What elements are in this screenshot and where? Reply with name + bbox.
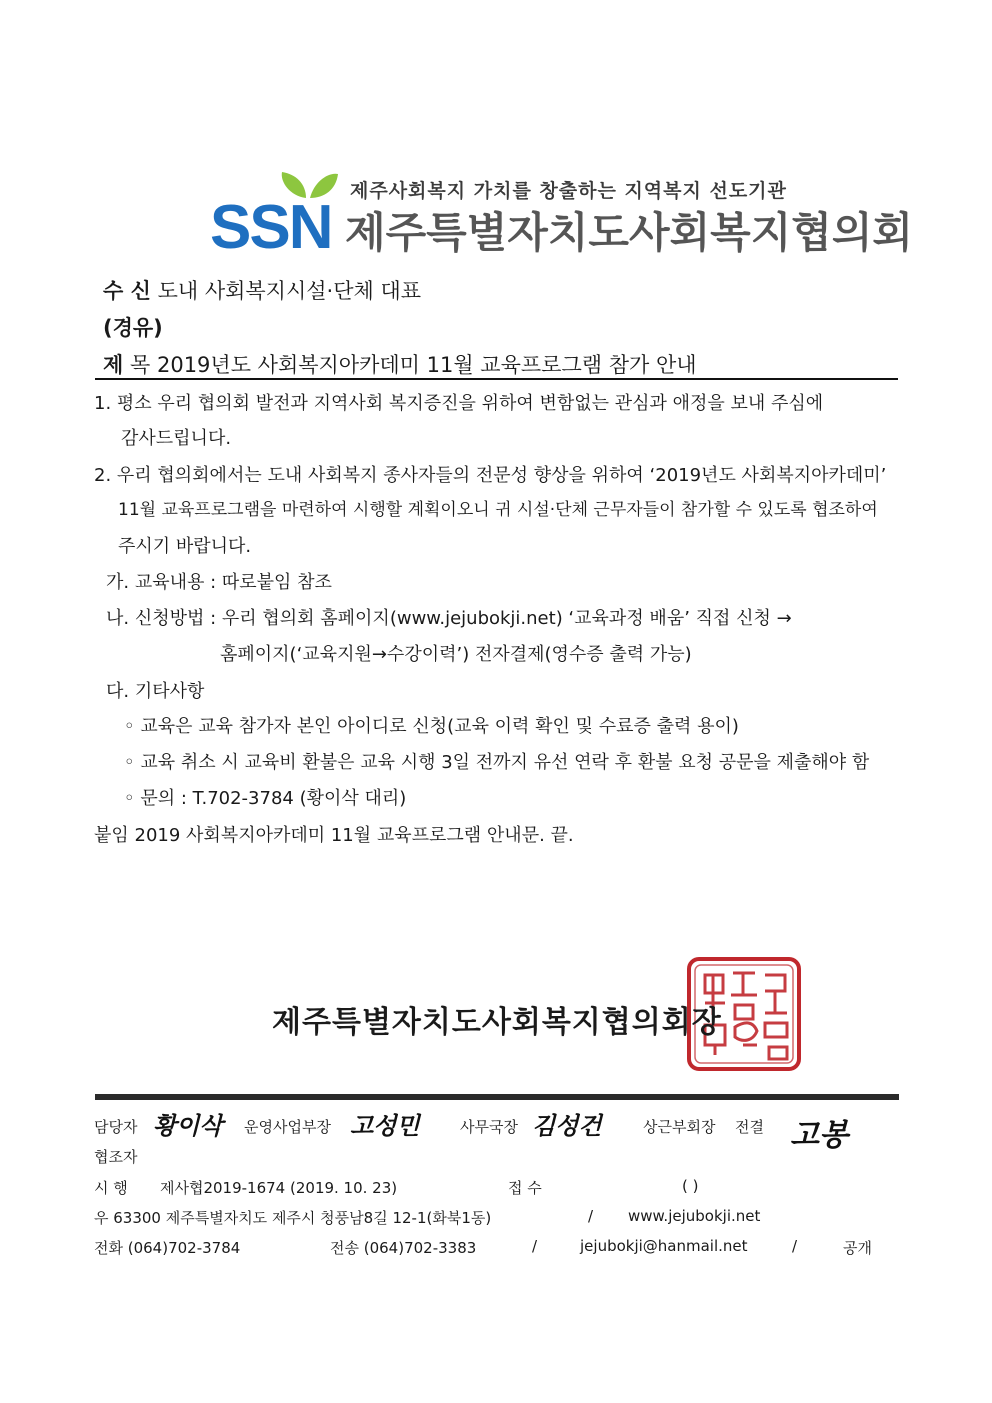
phone: 전화 (064)702-3784 [94,1239,241,1257]
vp-signature: 고봉 [790,1118,848,1153]
org-name-logo: 제주특별자치도사회복지협의회 [345,208,914,257]
receipt-label: 접 수 [508,1179,542,1197]
email: jejubokji@hanmail.net [580,1237,748,1255]
paragraph-2-line-3: 주시기 바랍니다. [118,536,252,557]
recipient-key: 수 신 [103,279,151,303]
disclosure-status: 공개 [843,1239,872,1257]
item-ga: 가. 교육내용 : 따로붙임 참조 [106,572,332,593]
fax: 전송 (064)702-3383 [330,1239,477,1257]
via-key: (경유) [103,316,163,340]
separator: / [532,1237,538,1255]
website: www.jejubokji.net [628,1207,761,1225]
footer-divider [95,1094,899,1100]
ssn-logo [210,168,340,262]
vp-label: 상근부회장 [643,1118,716,1136]
receipt-value: ( ) [682,1177,699,1195]
paragraph-2-line-1: 2. 우리 협의회에서는 도내 사회복지 종사자들의 전문성 향상을 위하여 ‘2019년도 사회복지아카데미’ [94,465,887,486]
staff-signature: 황이삭 [153,1111,223,1140]
subject-value: 2019년도 사회복지아카데미 11월 교육프로그램 참가 안내 [156,353,697,377]
logo-text: SSN [210,193,332,258]
secretary-signature: 김성건 [532,1111,602,1140]
attachment-line: 붙임 2019 사회복지아카데미 11월 교육프로그램 안내문. 끝. [94,825,574,846]
enforce-value: 제사협2019-1674 (2019. 10. 23) [160,1179,398,1197]
enforce-label: 시 행 [94,1179,128,1197]
separator: / [792,1237,798,1255]
staff-label: 담당자 [94,1118,138,1136]
subject-key-2: 목 [129,353,151,377]
bullet-3: ◦ 문의 : T.702-3784 (황이삭 대리) [124,788,407,809]
via-line [103,312,163,342]
subject-divider [95,378,898,380]
separator: / [588,1207,594,1225]
manager-signature: 고성민 [350,1111,420,1140]
item-da: 다. 기타사항 [106,681,205,702]
address: 우 63300 제주특별자치도 제주시 청풍남8길 12-1(화북1동) [94,1209,492,1227]
bullet-2: ◦ 교육 취소 시 교육비 환불은 교육 시행 3일 전까지 유선 연락 후 환불 요청 공문을 제출해야 함 [124,752,870,773]
issuer-name: 제주특별자치도사회복지협의회장 [272,1005,722,1040]
item-na-line-2: 홈페이지(‘교육지원→수강이력’) 전자결제(영수증 출력 가능) [220,644,692,665]
paragraph-1-line-2: 감사드립니다. [121,428,232,449]
subject-line [103,349,697,379]
subject-key-1: 제 [103,353,124,377]
slogan: 제주사회복지 가치를 창출하는 지역복지 선도기관 [350,180,787,202]
vp-approval-note: 전결 [735,1118,764,1136]
paragraph-1-line-1: 1. 평소 우리 협의회 발전과 지역사회 복지증진을 위하여 변함없는 관심과 애정을 보내 주심에 [94,393,824,414]
manager-label: 운영사업부장 [244,1118,331,1136]
secretary-label: 사무국장 [460,1118,518,1136]
item-na-line-1: 나. 신청방법 : 우리 협의회 홈페이지(www.jejubokji.net) ‘교육과정 배움’ 직접 신청 → [106,608,792,629]
bullet-1: ◦ 교육은 교육 참가자 본인 아이디로 신청(교육 이력 확인 및 수료증 출력 용이) [124,716,739,737]
recipient-value: 도내 사회복지시설·단체 대표 [157,279,422,303]
cooperator-label: 협조자 [94,1148,138,1166]
recipient-line [103,275,421,305]
paragraph-2-line-2: 11월 교육프로그램을 마련하여 시행할 계획이오니 귀 시설·단체 근무자들이 참가할 수 있도록 협조하여 [118,500,878,520]
